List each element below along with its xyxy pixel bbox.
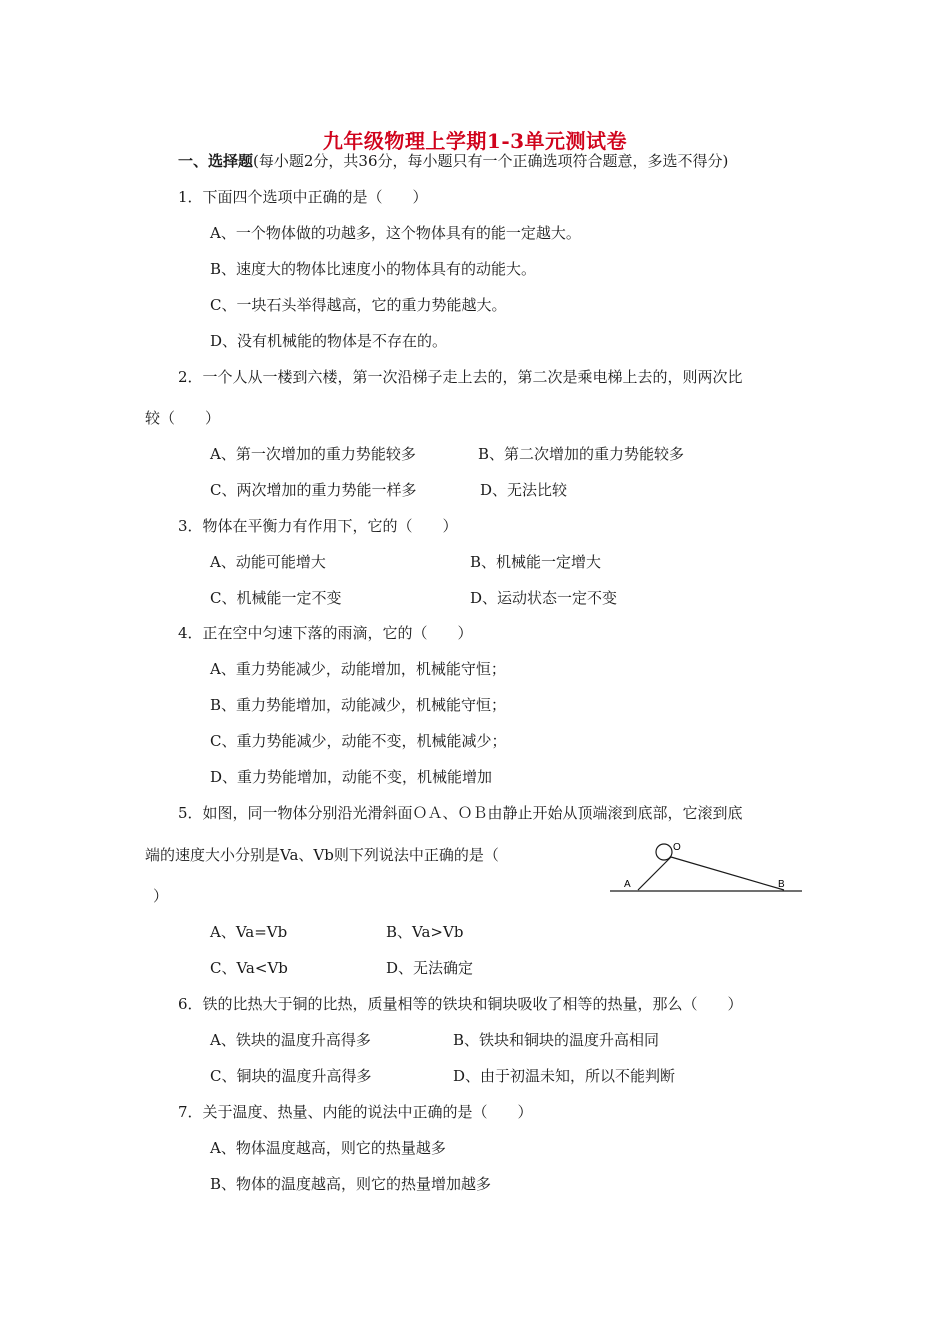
q7-option-a: A、物体温度越高，则它的热量越多 [210, 1139, 446, 1157]
incline-figure [608, 838, 804, 896]
q3-stem: 3．物体在平衡力有作用下，它的（ ） [178, 517, 458, 535]
q1-option-a: A、一个物体做的功越多，这个物体具有的能一定越大。 [210, 224, 581, 242]
q2-option-b: B、第二次增加的重力势能较多 [478, 445, 685, 463]
q3-option-b: B、机械能一定增大 [470, 553, 602, 571]
q6-option-c: C、铜块的温度升高得多 [210, 1067, 372, 1085]
q7-option-b: B、物体的温度越高，则它的热量增加越多 [210, 1175, 492, 1193]
slope-ob [671, 857, 784, 890]
q2-stem-line1: 2．一个人从一楼到六楼，第一次沿梯子走上去的，第二次是乘电梯上去的，则两次比 [178, 368, 743, 386]
section-heading: 一、选择题 [178, 152, 254, 170]
q2-stem-line2: 较（ ） [145, 409, 221, 427]
q7-stem: 7．关于温度、热量、内能的说法中正确的是（ ） [178, 1103, 533, 1121]
section-note: (每小题2分，共36分，每小题只有一个正确选项符合题意，多选不得分) [253, 152, 729, 170]
q4-stem: 4．正在空中匀速下落的雨滴，它的（ ） [178, 624, 473, 642]
q5-option-d: D、无法确定 [386, 959, 474, 977]
q1-stem: 1．下面四个选项中正确的是（ ） [178, 188, 428, 206]
q6-stem: 6．铁的比热大于铜的比热，质量相等的铁块和铜块吸收了相等的热量，那么（ ） [178, 995, 743, 1013]
page-title: 九年级物理上学期1-3单元测试卷 [322, 129, 628, 153]
q5-option-a: A、Va=Vb [210, 923, 288, 941]
q2-option-c: C、两次增加的重力势能一样多 [210, 481, 417, 499]
q5-stem-line3: ） [153, 887, 169, 905]
q1-option-c: C、一块石头举得越高，它的重力势能越大。 [210, 296, 507, 314]
q6-option-d: D、由于初温未知，所以不能判断 [453, 1067, 676, 1085]
q5-stem-line2: 端的速度大小分别是Va、Vb则下列说法中正确的是（ [145, 846, 499, 864]
q1-option-b: B、速度大的物体比速度小的物体具有的动能大。 [210, 260, 537, 278]
q3-option-d: D、运动状态一定不变 [470, 589, 618, 607]
section-header [178, 152, 728, 170]
q6-option-a: A、铁块的温度升高得多 [210, 1031, 371, 1049]
label-a: A [624, 879, 631, 890]
q3-option-c: C、机械能一定不变 [210, 589, 342, 607]
q2-option-a: A、第一次增加的重力势能较多 [210, 445, 416, 463]
label-o: O [673, 842, 681, 853]
q5-option-b: B、Va>Vb [386, 923, 464, 941]
label-b: B [778, 879, 785, 890]
q4-option-b: B、重力势能增加，动能减少，机械能守恒； [210, 696, 507, 714]
slope-oa [638, 857, 671, 890]
q5-option-c: C、Va<Vb [210, 959, 288, 977]
q1-option-d: D、没有机械能的物体是不存在的。 [210, 332, 448, 350]
q4-option-d: D、重力势能增加，动能不变，机械能增加 [210, 768, 493, 786]
q6-option-b: B、铁块和铜块的温度升高相同 [453, 1031, 660, 1049]
q2-option-d: D、无法比较 [480, 481, 568, 499]
q4-option-a: A、重力势能减少，动能增加，机械能守恒； [210, 660, 506, 678]
q3-option-a: A、动能可能增大 [210, 553, 326, 571]
q4-option-c: C、重力势能减少，动能不变，机械能减少； [210, 732, 507, 750]
q5-stem-line1: 5．如图，同一物体分别沿光滑斜面ＯＡ、ＯＢ由静止开始从顶端滚到底部，它滚到底 [178, 804, 743, 822]
